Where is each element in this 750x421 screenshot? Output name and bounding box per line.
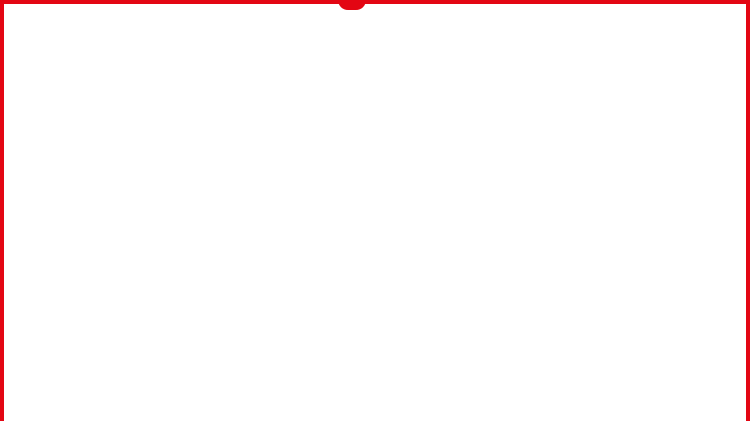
red-frame-right (746, 0, 750, 421)
red-frame-top (0, 0, 750, 4)
red-header-mark (338, 0, 366, 10)
red-frame-left (0, 0, 4, 421)
